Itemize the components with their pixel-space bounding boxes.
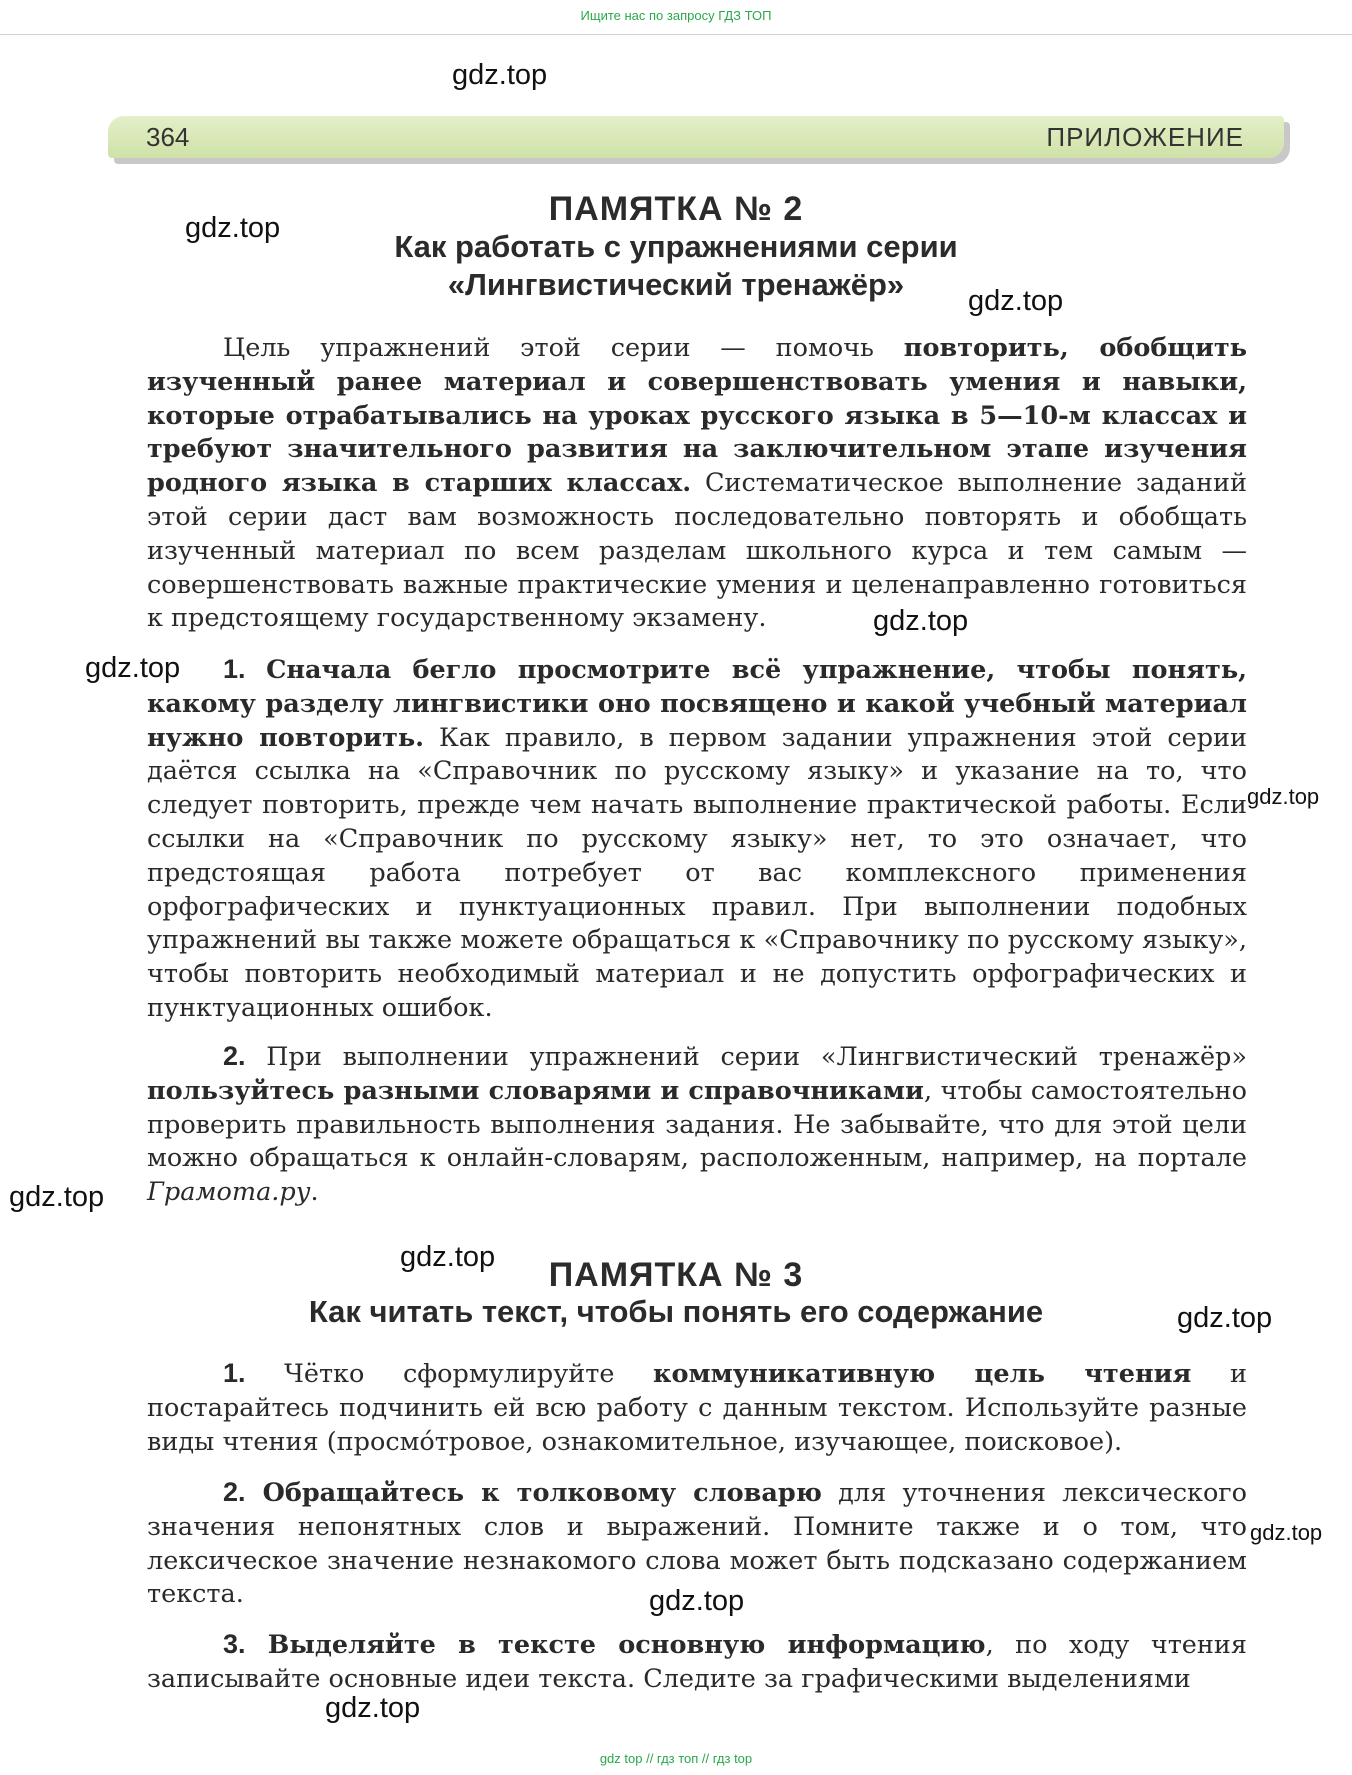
memo2-subtitle-line2: «Лингвистический тренажёр» bbox=[447, 267, 905, 302]
memo3-item1: 1. Чётко сформулируйте коммуникативную цель чтения и постарайтесь подчинить ей всю работу с данным текстом. Используйте разные виды чтения (просмо́тровое, ознакомительное, изучающее, поисковое). bbox=[147, 1358, 1247, 1457]
memo3-subtitle: Как читать текст, чтобы понять его содержание bbox=[308, 1294, 1044, 1329]
page-header bbox=[108, 116, 1284, 158]
memo2-item1: 1. Сначала бегло просмотрите всё упражнение, чтобы понять, какому разделу лингвистики оно посвящено и какой учебный материал нужно повторить. Как правило, в первом задании упражнения этой серии даётся ссылка на «Справочник по русскому языку» и указание на то, что следует повторить, прежде чем начать выполнение практической работы. Если ссылки на «Справочник по русскому языку» нет, то это означает, что предстоящая работа потребует от вас комплексного применения орфографических и пунктуационных правил. При выполнении подобных упражнений вы также можете обращаться к «Справочнику по русскому языку», чтобы повторить необходимый материал и не допустить орфографических и пунктуационных ошибок. bbox=[147, 654, 1248, 1023]
page-number: 364 bbox=[146, 122, 190, 152]
memo3-item2: 2. Обращайтесь к толковому словарю для уточнения лексического значения непонятных слов и выражений. Помните также и о том, что лексическое значение незнакомого слова может быть подсказано содержанием текста. bbox=[147, 1477, 1248, 1610]
memo2-intro: Цель упражнений этой серии — помочь повторить, обобщить изученный ранее материал и совершенствовать умения и навыки, которые отрабатывались на уроках русского языка в 5—10-м классах и требуют значительного развития на заключительном этапе изучения родного языка в старших классах. Систематическое выполнение заданий этой серии даст вам возможность последовательно повторять и обобщать изученный материал по всем разделам школьного курса и тем самым — совершенствовать важные практические умения и целенаправленно готовиться к предстоящему государственному экзамену. bbox=[147, 333, 1247, 634]
watermark: gdz.top bbox=[968, 285, 1064, 317]
watermark: gdz.top bbox=[452, 59, 548, 91]
watermark: gdz.top bbox=[1247, 784, 1320, 809]
watermark: gdz.top bbox=[873, 605, 969, 637]
memo2-subtitle-line1: Как работать с упражнениями серии bbox=[394, 229, 958, 264]
section-title: ПРИЛОЖЕНИЕ bbox=[1046, 122, 1244, 152]
watermark: gdz.top bbox=[400, 1241, 496, 1273]
footer-links[interactable]: gdz top // гдз топ // гдз top bbox=[599, 1751, 753, 1766]
memo3-title: ПАМЯТКА № 3 bbox=[548, 1256, 804, 1294]
watermark: gdz.top bbox=[85, 652, 181, 684]
memo2-title: ПАМЯТКА № 2 bbox=[548, 190, 804, 228]
watermark: gdz.top bbox=[325, 1692, 421, 1724]
watermark: gdz.top bbox=[9, 1181, 105, 1213]
watermark: gdz.top bbox=[1250, 1520, 1323, 1545]
memo2-item2: 2. При выполнении упражнений серии «Лингвистический тренажёр» пользуйтесь разными словарями и справочниками, чтобы самостоятельно проверить правильность выполнения задания. Не забывайте, что для этой цели можно обращаться к онлайн-словарям, расположенным, например, на портале Грамота.ру. bbox=[147, 1041, 1247, 1208]
watermark: gdz.top bbox=[649, 1585, 745, 1617]
watermark: gdz.top bbox=[185, 212, 281, 244]
memo3-item3: 3. Выделяйте в тексте основную информацию, по ходу чтения записывайте основные идеи текста. Следите за графическими выделениями bbox=[147, 1629, 1247, 1694]
watermark: gdz.top bbox=[1177, 1302, 1273, 1334]
top-banner: Ищите нас по запросу ГДЗ ТОП bbox=[0, 0, 1352, 35]
